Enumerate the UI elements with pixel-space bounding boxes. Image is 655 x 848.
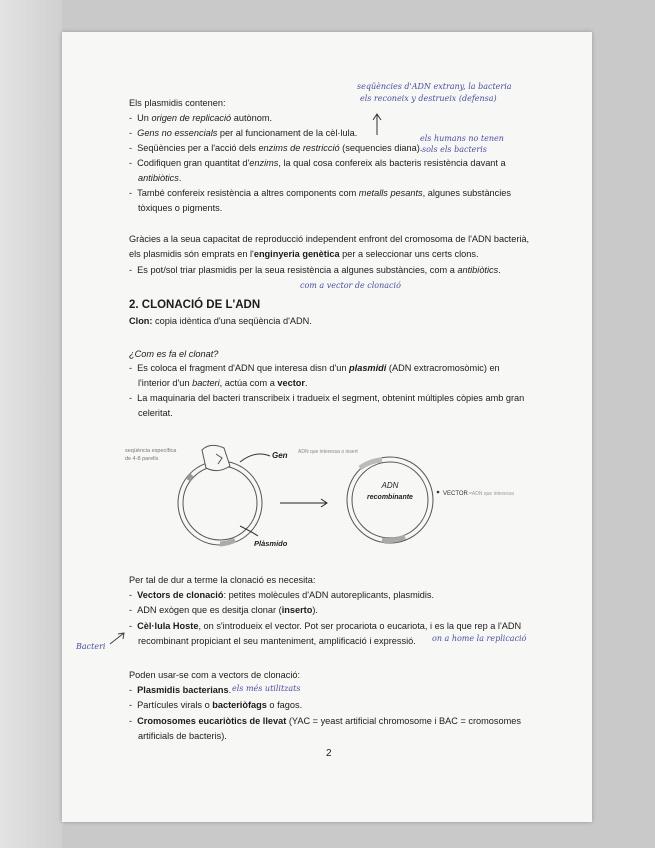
paragraph-line: Poden usar-se com a vectors de clonació:	[129, 670, 301, 680]
gene-insert	[202, 445, 230, 470]
scan-shadow	[0, 0, 62, 848]
list-item: - Seqüències per a l'acció dels enzims de restricció (sequencies diana).	[129, 143, 423, 153]
clon-definition: Clon: copia idèntica d'una seqüència d'ADN.	[129, 316, 312, 326]
list-item: - Plasmidis bacterians.	[129, 685, 232, 695]
list-item: - La maquinaria del bacteri transcribeix i tradueix el segment, obtenint múltiples còpies amb gran	[129, 393, 525, 403]
list-item: - Partícules virals o bacteriòfags o fagos.	[129, 700, 303, 710]
seq-label-2: de 4-8 parells	[125, 456, 159, 462]
plasmid-label: Plàsmido	[254, 539, 288, 548]
section-title: 2. CLONACIÓ DE L'ADN	[129, 299, 261, 311]
list-item-cont: recombinant propiciant el seu manteniment, amplificació i expressió.	[138, 636, 416, 646]
handwritten-note-3: els humans no tenen	[420, 134, 504, 143]
paragraph-line: Per tal de dur a terme la clonació es necesita:	[129, 575, 316, 585]
list-item: - També confereix resistència a altres components com metalls pesants, algunes substàncies	[129, 188, 511, 198]
list-item: - Cèl·lula Hoste, on s'introdueix el vector. Pot ser procariota o eucariota, i es la que rep a l'ADN	[129, 621, 522, 631]
handwritten-note-7: Bacteri	[76, 642, 106, 651]
gen-note: ADN que interessa o insert	[298, 449, 358, 455]
page-number: 2	[326, 748, 332, 759]
handwritten-note-2: els reconeix y destrueix (defensa)	[360, 94, 497, 103]
list-item-cont: celeritat.	[138, 408, 173, 418]
vector-note: =ADN que interessa	[469, 491, 514, 497]
gen-label: Gen	[272, 451, 288, 460]
list-item: - Gens no essencials per al funcionament de la cèl·lula.	[129, 128, 358, 138]
list-item-cont: antibiòtics.	[138, 173, 182, 183]
plasmid-intro: Els plasmidis contenen:	[129, 98, 226, 108]
handwritten-note-1: seqüències d'ADN extrany, la bacteria	[357, 82, 512, 91]
list-item: - Es coloca el fragment d'ADN que interesa disn d'un plasmidi (ADN extracromosòmic) en	[129, 363, 500, 373]
list-item: - Cromosomes eucariòtics de llevat (YAC = yeast artificial chromosome i BAC = cromosomes	[129, 716, 521, 726]
list-item: - ADN exògen que es desitja clonar (inserto).	[129, 605, 318, 615]
adn-label: ADN	[381, 481, 399, 490]
seq-label-1: seqüència específica	[125, 448, 177, 454]
list-item: - Un origen de replicació autònom.	[129, 113, 273, 123]
list-item-cont: tòxiques o pigments.	[138, 203, 223, 213]
arrow-right-icon	[280, 499, 327, 507]
handwritten-note-6: on a home la replicació	[432, 634, 527, 643]
cloning-figure	[120, 440, 540, 560]
plasmid-circle	[178, 461, 262, 545]
recomb-label: recombinante	[367, 494, 413, 501]
list-item: - Codifiquen gran quantitat d'enzims, la qual cosa confereix als bacteris resistència davant a	[129, 158, 506, 168]
paragraph-line: els plasmidis són emprats en l'enginyeria genètica per a seleccionar uns certs clons.	[129, 249, 479, 259]
list-item-cont: artificials de bacteris).	[138, 731, 227, 741]
handwritten-note-5: com a vector de clonació	[300, 281, 401, 290]
paragraph-line: Gràcies a la seua capacitat de reproducció independent enfront del cromosoma de l'ADN bacterià,	[129, 234, 530, 244]
vector-label: VECTOR	[443, 491, 468, 497]
question: ¿Com es fa el clonat?	[129, 349, 219, 359]
list-item: - Es pot/sol triar plasmidis per la seua resistència a algunes substàncies, com a antibiòtics.	[129, 265, 501, 275]
list-item: - Vectors de clonació: petites molècules d'ADN autoreplicants, plasmidis.	[129, 590, 435, 600]
handwritten-note-8: els més utilitzats	[232, 684, 301, 693]
list-item-cont: l'interior d'un bacteri, actúa com a vector.	[138, 378, 308, 388]
arrow-icon	[108, 630, 128, 646]
arrow-up-icon	[372, 112, 382, 136]
handwritten-note-4: sols els bacteris	[422, 145, 487, 154]
